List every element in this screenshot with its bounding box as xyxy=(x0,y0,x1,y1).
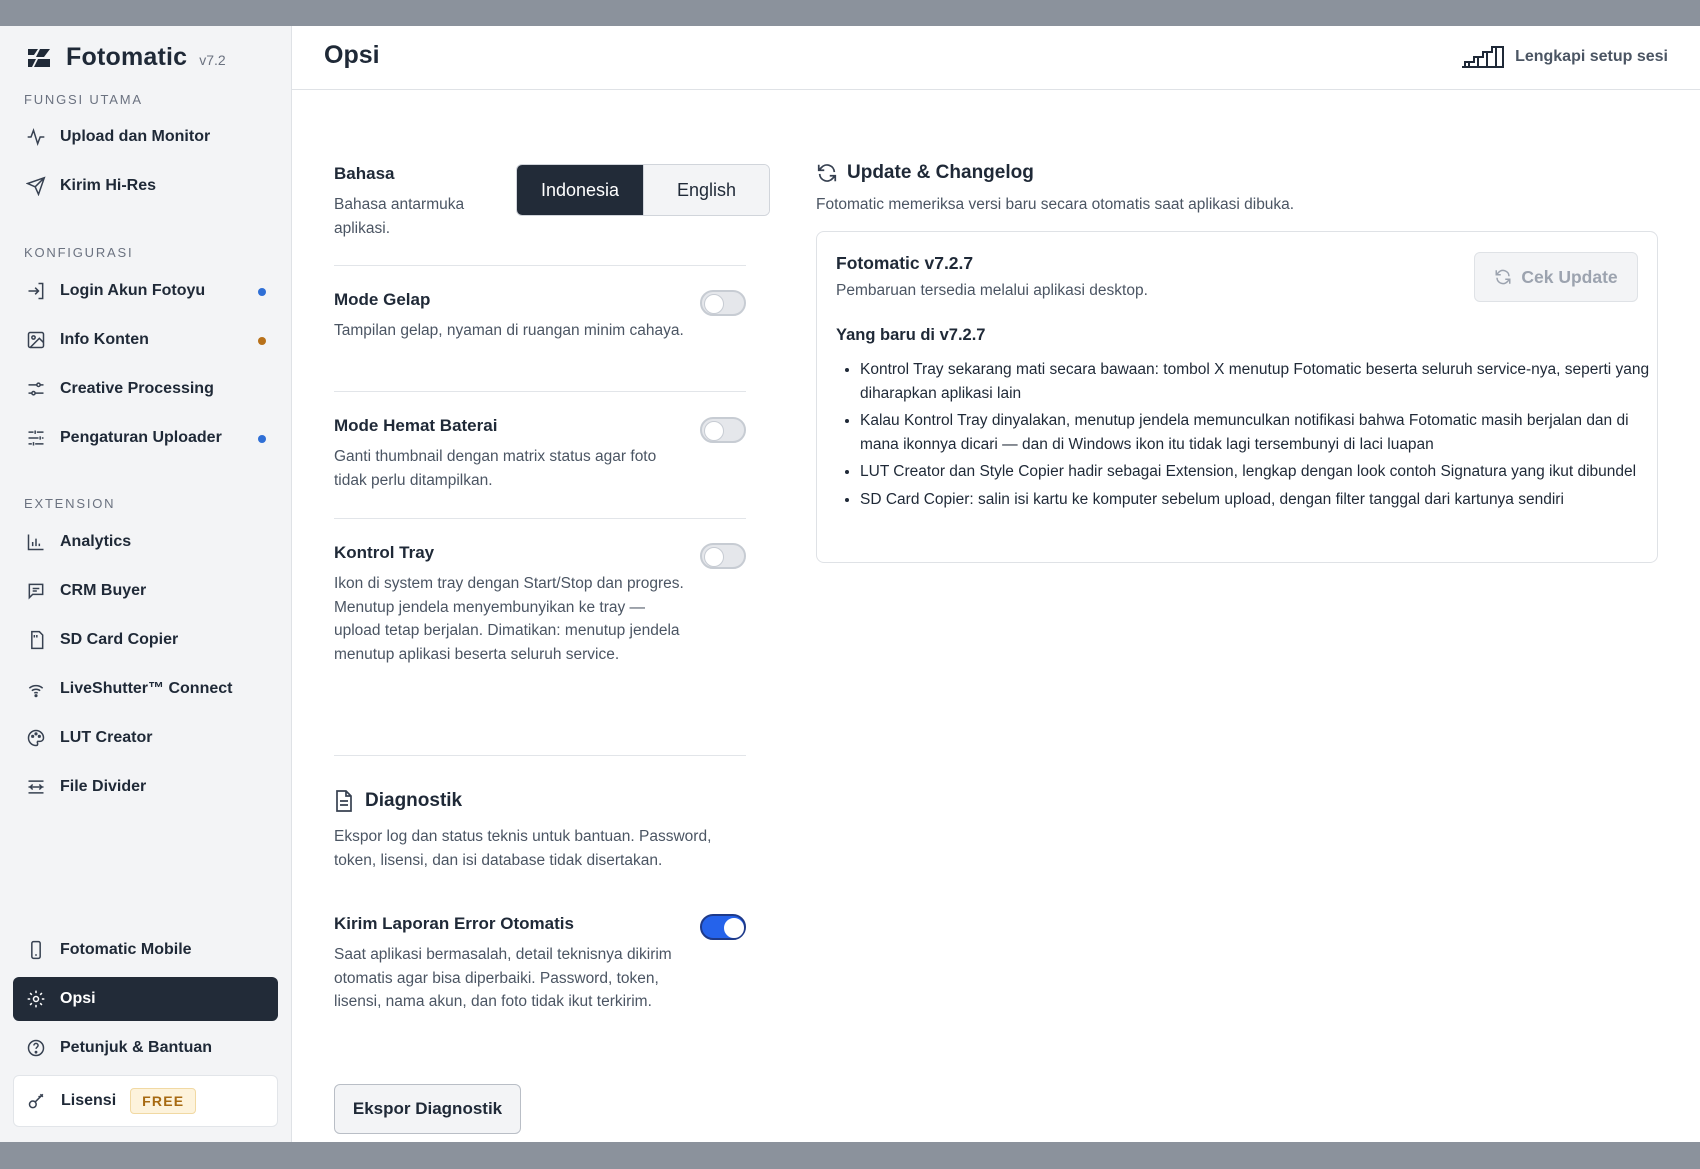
divider xyxy=(334,755,746,756)
check-update-label: Cek Update xyxy=(1521,266,1618,287)
sidebar-item-kirim-hires[interactable] xyxy=(13,164,278,208)
diagnostics-header xyxy=(334,790,462,812)
language-option-english[interactable]: English xyxy=(643,165,769,215)
app-window xyxy=(0,26,1700,1142)
language-selector xyxy=(516,164,770,216)
key-icon xyxy=(27,1091,47,1111)
sidebar-item-label: Kirim Hi-Res xyxy=(60,177,157,194)
sliders-icon xyxy=(26,379,46,399)
setting-desc: Ikon di system tray dengan Start/Stop dan progres. Menutup jendela menyembunyikan ke tray — upload tetap berjalan. Dimatikan: menutup jendela menutup aplikasi beserta seluruh service. xyxy=(334,575,684,663)
export-diagnostics-button[interactable]: Ekspor Diagnostik xyxy=(334,1084,521,1134)
setting-desc: Bahasa antarmuka aplikasi. xyxy=(334,196,465,237)
version-card xyxy=(816,231,1658,563)
sidebar-item-analytics[interactable] xyxy=(13,520,278,564)
tray-toggle[interactable] xyxy=(700,543,746,569)
changelog-item: • LUT Creator dan Style Copier hadir sebagai Extension, lengkap dengan look contoh Signatura yang ikut dibundel xyxy=(860,460,1650,484)
fotomatic-logo-icon xyxy=(26,45,52,71)
help-icon xyxy=(26,1038,46,1058)
version-title: Fotomatic v7.2.7 xyxy=(836,253,974,273)
version-subtitle: Pembaruan tersedia melalui aplikasi desktop. xyxy=(836,282,1148,299)
setting-desc: Saat aplikasi bermasalah, detail teknisnya dikirim otomatis agar bisa diperbaiki. Password, token, lisensi, nama akun, dan foto tidak ikut terkirim. xyxy=(334,946,672,1010)
sidebar-item-label: Upload dan Monitor xyxy=(60,128,211,145)
setting-desc: Ganti thumbnail dengan matrix status agar foto tidak perlu ditampilkan. xyxy=(334,448,657,489)
update-subtitle: Fotomatic memeriksa versi baru secara otomatis saat aplikasi dibuka. xyxy=(816,196,1295,213)
sidebar-item-sd-card-copier[interactable] xyxy=(13,618,278,662)
topbar xyxy=(292,26,1700,90)
setting-dark-mode xyxy=(334,290,684,343)
phone-icon xyxy=(26,940,46,960)
sidebar-item-label: Fotomatic Mobile xyxy=(60,941,192,958)
setting-battery-saver xyxy=(334,416,690,492)
sidebar-item-petunjuk-bantuan[interactable] xyxy=(13,1026,278,1070)
login-icon xyxy=(26,281,46,301)
sidebar-item-label: LiveShutter™ Connect xyxy=(60,680,233,697)
whats-new-title: Yang baru di v7.2.7 xyxy=(836,326,986,344)
license-badge: FREE xyxy=(130,1088,196,1114)
section-label-config: KONFIGURASI xyxy=(24,245,134,260)
send-icon xyxy=(26,176,46,196)
setting-title: Mode Hemat Baterai xyxy=(334,416,498,435)
sidebar-item-lut-creator[interactable] xyxy=(13,716,278,760)
section-label-extension: EXTENSION xyxy=(24,496,116,511)
sidebar-item-upload-monitor[interactable] xyxy=(13,115,278,159)
sidebar-item-lisensi[interactable] xyxy=(13,1075,278,1127)
sidebar-item-creative-processing[interactable] xyxy=(13,367,278,411)
brand xyxy=(26,43,226,72)
page-title: Opsi xyxy=(324,41,380,69)
setting-title: Kontrol Tray xyxy=(334,543,435,562)
divider-icon xyxy=(26,777,46,797)
setting-auto-report xyxy=(334,914,694,1014)
diagnostics-title: Diagnostik xyxy=(365,790,463,811)
sidebar xyxy=(0,26,292,1142)
auto-report-toggle[interactable] xyxy=(700,914,746,940)
sidebar-item-crm-buyer[interactable] xyxy=(13,569,278,613)
status-dot xyxy=(258,435,266,443)
sidebar-item-label: CRM Buyer xyxy=(60,582,147,599)
changelog-list xyxy=(860,358,1650,515)
refresh-icon xyxy=(816,162,838,184)
message-icon xyxy=(26,581,46,601)
sidebar-item-fotomatic-mobile[interactable] xyxy=(13,928,278,972)
app-version: v7.2 xyxy=(199,51,226,68)
changelog-item: • Kalau Kontrol Tray dinyalakan, menutup jendela memunculkan notifikasi bahwa Fotomatic masih berjalan dan di mana ikonnya dicari — dan di Windows ikon itu tidak lagi tersembunyi di laci luapan xyxy=(860,409,1650,456)
activity-icon xyxy=(26,127,46,147)
divider xyxy=(334,265,746,266)
wifi-icon xyxy=(26,679,46,699)
status-dot xyxy=(258,337,266,345)
battery-saver-toggle[interactable] xyxy=(700,417,746,443)
sidebar-item-label: SD Card Copier xyxy=(60,631,179,648)
sidebar-item-label: Login Akun Fotoyu xyxy=(60,282,206,299)
gear-icon xyxy=(26,989,46,1009)
sidebar-item-label: Info Konten xyxy=(60,331,149,348)
divider xyxy=(334,518,746,519)
sidebar-item-pengaturan-uploader[interactable] xyxy=(13,416,278,460)
setting-title: Mode Gelap xyxy=(334,290,431,309)
stairs-icon xyxy=(1461,45,1505,69)
setup-link-label: Lengkapi setup sesi xyxy=(1515,48,1668,65)
diagnostics-desc: Ekspor log dan status teknis untuk bantuan. Password, token, lisensi, dan isi database tidak disertakan. xyxy=(334,828,712,869)
setting-title: Kirim Laporan Error Otomatis xyxy=(334,914,574,933)
refresh-icon xyxy=(1494,268,1512,286)
sidebar-item-label: File Divider xyxy=(60,778,147,795)
main-panel xyxy=(292,26,1700,1142)
sidebar-item-liveshutter-connect[interactable] xyxy=(13,667,278,711)
section-label-main: FUNGSI UTAMA xyxy=(24,92,143,107)
sidebar-item-info-konten[interactable] xyxy=(13,318,278,362)
setting-language xyxy=(334,164,504,240)
sidebar-item-label: Petunjuk & Bantuan xyxy=(60,1039,213,1056)
changelog-item: • SD Card Copier: salin isi kartu ke komputer sebelum upload, dengan filter tanggal dari kartunya sendiri xyxy=(860,488,1650,512)
check-update-button[interactable] xyxy=(1474,252,1638,302)
language-option-indonesia[interactable]: Indonesia xyxy=(517,165,643,215)
sidebar-item-label: Creative Processing xyxy=(60,380,214,397)
sidebar-item-opsi[interactable] xyxy=(13,977,278,1021)
bar-chart-icon xyxy=(26,532,46,552)
setting-desc: Tampilan gelap, nyaman di ruangan minim cahaya. xyxy=(334,322,684,339)
settings-sliders-icon xyxy=(26,428,46,448)
update-title: Update & Changelog xyxy=(847,162,1034,183)
sd-card-icon xyxy=(26,630,46,650)
changelog-item: • Kontrol Tray sekarang mati secara bawaan: tombol X menutup Fotomatic beserta seluruh service-nya, seperti yang diharapkan aplikasi lain xyxy=(860,358,1650,405)
update-header xyxy=(816,162,1034,184)
image-icon xyxy=(26,330,46,350)
palette-icon xyxy=(26,728,46,748)
sidebar-item-label: Pengaturan Uploader xyxy=(60,429,222,446)
setting-tray xyxy=(334,543,684,666)
sidebar-item-label: LUT Creator xyxy=(60,729,153,746)
sidebar-item-file-divider[interactable] xyxy=(13,765,278,809)
dark-mode-toggle[interactable] xyxy=(700,290,746,316)
status-dot xyxy=(258,288,266,296)
setup-session-link[interactable] xyxy=(1461,45,1668,69)
sidebar-item-label: Lisensi xyxy=(61,1092,117,1109)
document-icon xyxy=(334,790,354,812)
sidebar-item-label: Opsi xyxy=(60,990,96,1007)
setting-title: Bahasa xyxy=(334,164,395,183)
sidebar-item-label: Analytics xyxy=(60,533,132,550)
diagnostics-info xyxy=(334,816,746,872)
divider xyxy=(334,391,746,392)
app-name: Fotomatic xyxy=(66,43,188,71)
sidebar-item-login-fotoyu[interactable] xyxy=(13,269,278,313)
